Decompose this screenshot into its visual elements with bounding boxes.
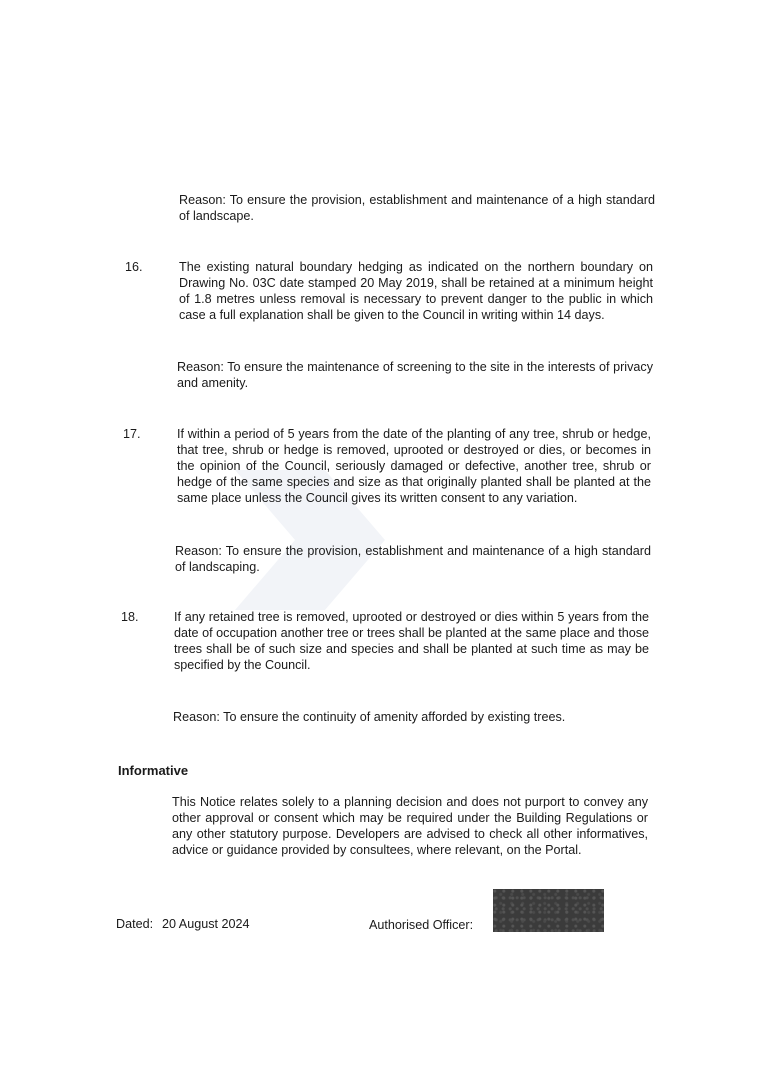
dated-label: Dated: — [116, 917, 154, 931]
condition-17-reason: Reason: To ensure the provision, establishment and maintenance of a high standard of landscaping. — [175, 544, 651, 574]
informative-heading: Informative — [118, 763, 189, 778]
condition-15-reason: Reason: To ensure the provision, establishment and maintenance of a high standard of landscape. — [179, 193, 655, 223]
dated-value: 20 August 2024 — [162, 917, 250, 931]
condition-16-reason: Reason: To ensure the maintenance of screening to the site in the interests of privacy and amenity. — [177, 360, 653, 390]
redacted-signature — [493, 889, 604, 932]
informative-text: This Notice relates solely to a planning decision and does not purport to convey any other approval or consent which may be required under the Building Regulations or any other statutory purpose. Developers are advised to check all other informatives, advice or guidance provided by consultees, where relevant, on the Portal. — [172, 795, 648, 857]
condition-18-number: 18. — [121, 610, 139, 624]
condition-16-number: 16. — [125, 260, 143, 274]
condition-18-reason: Reason: To ensure the continuity of amenity afforded by existing trees. — [173, 710, 566, 724]
condition-17-number: 17. — [123, 427, 141, 441]
condition-18-text: If any retained tree is removed, uprooted or destroyed or dies within 5 years from the date of occupation another tree or trees shall be planted at the same place and those trees shall be of such size and species and shall be planted at such time as may be specified by the Council. — [174, 610, 649, 672]
condition-17-text: If within a period of 5 years from the date of the planting of any tree, shrub or hedge, that tree, shrub or hedge is removed, uprooted or destroyed or dies, or becomes in the opinion of the Council, seriously damaged or defective, another tree, shrub or hedge of the same species and size as that originally planted shall be planted at the same place unless the Council gives its written consent to any variation. — [177, 427, 651, 505]
condition-16-text: The existing natural boundary hedging as indicated on the northern boundary on Drawing No. 03C date stamped 20 May 2019, shall be retained at a minimum height of 1.8 metres unless removal is necessary to prevent danger to the public in which case a full explanation shall be given to the Council in writing within 14 days. — [179, 260, 653, 322]
authorised-officer-label: Authorised Officer: — [369, 918, 474, 932]
